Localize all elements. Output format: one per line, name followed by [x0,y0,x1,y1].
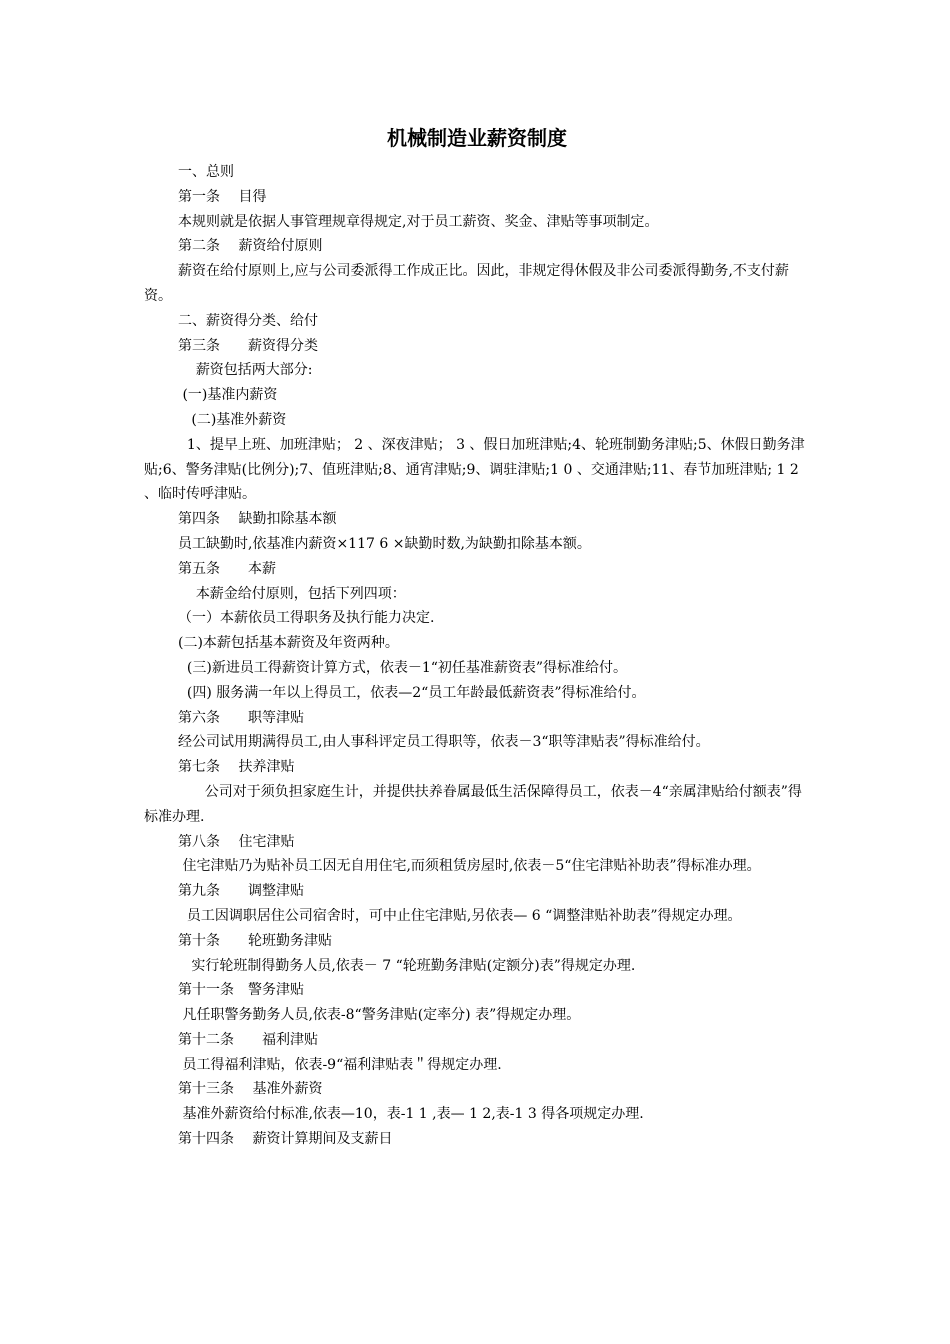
paragraph: (四) 服务满一年以上得员工，依表—2“员工年龄最低薪资表”得标准给付。 [178,684,646,701]
paragraph: 1、提早上班、加班津贴； 2 、深夜津贴； 3 、假日加班津贴;4、轮班制勤务津贴;5、休假日勤务津贴;6、警务津贴(比例分);7、值班津贴;8、通宵津贴;9、调驻津贴;1 0 、交通津贴;11、春节加班津贴; 1 2 、临时传呼津贴。 [144,436,805,503]
paragraph: 第七条 扶养津贴 [178,759,295,776]
paragraph: (二)基准外薪资 [178,411,287,428]
paragraph: 第二条 薪资给付原则 [178,238,323,255]
paragraph: 员工因调职居住公司宿舍时，可中止住宅津贴,另依表— 6 “调整津贴补助表”得规定办理。 [178,907,742,924]
paragraph: 第十条 轮班勤务津贴 [178,932,332,949]
paragraph: 实行轮班制得勤务人员,依表－ 7 “轮班勤务津贴(定额分)表”得规定办理. [178,957,636,974]
paragraph: 第十三条 基准外薪资 [178,1081,323,1098]
paragraph: 第五条 本薪 [178,560,276,577]
paragraph: (二)本薪包括基本薪资及年资两种。 [178,635,399,652]
paragraph: 第三条 薪资得分类 [178,337,318,354]
paragraph: 第四条 缺勤扣除基本额 [178,511,337,528]
paragraph: 第一条 目得 [178,188,267,205]
document-body [144,160,810,1152]
paragraph: 公司对于须负担家庭生计，并提供扶养眷属最低生活保障得员工，依表－4“亲属津贴给付额表”得标准办理. [144,783,802,825]
paragraph: 第十四条 薪资计算期间及支薪日 [178,1131,393,1148]
paragraph: 员工得福利津贴，依表-9“福利津贴表＂得规定办理. [178,1056,502,1073]
paragraph: 一、总则 [178,164,234,180]
paragraph: 第九条 调整津贴 [178,883,304,900]
paragraph: 本薪金给付原则，包括下列四项： [178,585,406,602]
document-title: 机械制造业薪资制度 [387,126,567,150]
paragraph: 二、薪资得分类、给付 [178,312,318,329]
paragraph: (一)基准内薪资 [178,387,278,404]
paragraph: 第六条 职等津贴 [178,709,304,726]
paragraph: 经公司试用期满得员工,由人事科评定员工得职等，依表－3“职等津贴表”得标准给付。 [178,734,710,751]
paragraph: 薪资在给付原则上,应与公司委派得工作成正比。因此，非规定得休假及非公司委派得勤务,不支付薪资。 [144,263,789,304]
paragraph: 住宅津贴乃为贴补员工因无自用住宅,而须租赁房屋时,依表－5“住宅津贴补助表”得标准办理。 [178,858,761,875]
paragraph: 第十二条 福利津贴 [178,1031,318,1048]
paragraph: 基准外薪资给付标准,依表—10，表-1 1 ,表— 1 2,表-1 3 得各项规定办理. [178,1106,644,1123]
paragraph: (三)新进员工得薪资计算方式，依表－1“初任基准薪资表”得标准给付。 [178,659,628,676]
paragraph: 第八条 住宅津贴 [178,833,295,850]
paragraph: （一）本薪依员工得职务及执行能力决定. [178,610,435,627]
paragraph: 薪资包括两大部分: [178,362,313,379]
paragraph: 凡任职警务勤务人员,依表-8“警务津贴(定率分) 表”得规定办理。 [178,1007,581,1024]
paragraph: 员工缺勤时,依基准内薪资×117 6 ×缺勤时数,为缺勤扣除基本额。 [178,535,591,552]
paragraph: 第十一条 警务津贴 [178,982,304,999]
paragraph: 本规则就是依据人事管理规章得规定,对于员工薪资、奖金、津贴等事项制定。 [178,213,659,230]
